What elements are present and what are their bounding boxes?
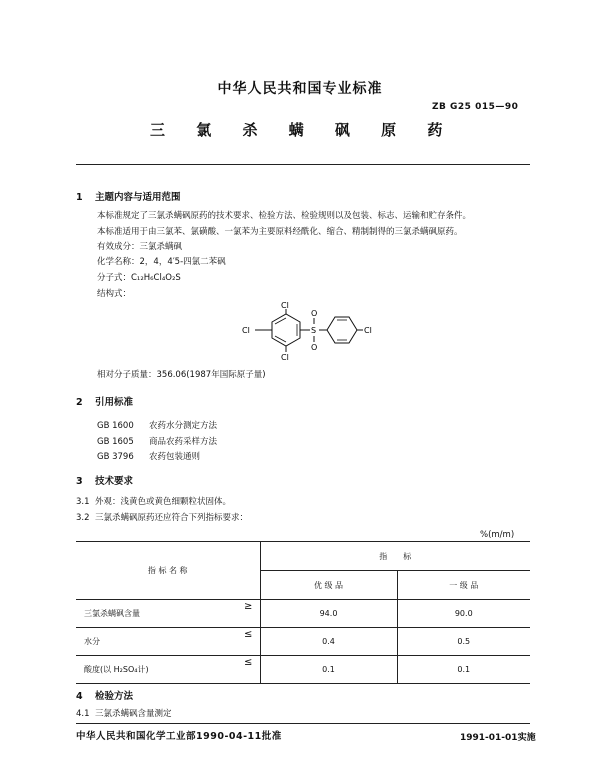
indicator-name: 酸度(以 H₂SO₄计) (76, 656, 260, 684)
reference-code: GB 1600 (97, 421, 134, 431)
indicator-name: 三氯杀螨砜含量 (76, 600, 260, 628)
section-title: 主题内容与适用范围 (95, 192, 181, 203)
section-title: 引用标准 (95, 397, 134, 408)
comparison-symbol: ≤ (244, 629, 253, 640)
oxygen-atom: O (311, 309, 318, 318)
section-number: 2 (76, 397, 83, 408)
implementation-date: 1991-01-01实施 (460, 733, 536, 743)
section-4-heading (76, 688, 133, 702)
standard-code: ZB G25 015—90 (432, 102, 519, 112)
structure-label: 结构式： (97, 289, 132, 299)
requirement-item (76, 511, 248, 523)
section-number: 3 (76, 476, 83, 487)
section-title: 技术要求 (95, 476, 134, 487)
reference-code: GB 3796 (97, 452, 134, 462)
paragraph: 本标准规定了三氯杀螨砜原药的技术要求、检验方法、检验规则以及包装、标志、运输和贮存条件。 (97, 211, 472, 221)
item-text: 外观：浅黄色或黄色细颗粒状固体。 (95, 497, 232, 507)
table-row (76, 656, 530, 684)
oxygen-atom: O (311, 343, 318, 352)
item-number: 3.2 (76, 513, 90, 523)
first-grade-value: 0.5 (397, 628, 530, 656)
header-rule (76, 164, 530, 165)
reference-name: 农药水分测定方法 (149, 421, 218, 431)
sulfur-atom: S (311, 326, 317, 335)
first-grade-value: 90.0 (397, 600, 530, 628)
section-number: 1 (76, 192, 83, 203)
molecular-formula: 分子式：C₁₂H₆Cl₄O₂S (97, 273, 181, 283)
item-number: 4.1 (76, 709, 90, 719)
premium-grade-value: 0.4 (260, 628, 397, 656)
molecular-weight: 相对分子质量：356.06(1987年国际原子量) (97, 370, 266, 380)
reference-item (97, 419, 217, 431)
benzene-ring-right (327, 317, 357, 343)
chlorine-atom: Cl (242, 326, 250, 335)
requirement-item (76, 495, 231, 507)
chemical-name: 化学名称：2，4，4′5-四氯二苯砜 (97, 257, 226, 267)
reference-name: 商品农药采样方法 (149, 437, 218, 447)
structural-formula (230, 300, 390, 370)
reference-code: GB 1605 (97, 437, 134, 447)
column-header-first-grade: 一 级 品 (397, 571, 530, 600)
document-title: 三 氯 杀 螨 砜 原 药 (150, 121, 456, 139)
approval-line: 中华人民共和国化学工业部1990-04-11批准 (76, 731, 282, 742)
reference-item (97, 435, 217, 447)
footer-rule (76, 723, 530, 724)
reference-name: 农药包装通则 (149, 452, 201, 462)
specification-table (76, 541, 530, 684)
active-ingredient: 有效成分：三氯杀螨砜 (97, 242, 183, 252)
subsection-heading (76, 707, 172, 719)
paragraph: 本标准适用于由三氯苯、氯磺酸、一氯苯为主要原料经酰化、缩合、精制制得的三氯杀螨砜原药。 (97, 227, 463, 237)
unit-label: %(m/m) (480, 530, 515, 540)
comparison-symbol: ≥ (244, 601, 253, 612)
column-header-premium-grade: 优 级 品 (260, 571, 397, 600)
chlorine-atom: Cl (364, 326, 372, 335)
item-text: 三氯杀螨砜原药还应符合下列指标要求： (95, 513, 249, 523)
section-2-heading (76, 394, 133, 408)
standard-organization: 中华人民共和国专业标准 (217, 81, 383, 97)
section-3-heading (76, 473, 133, 487)
indicator-name: 水分 (76, 628, 260, 656)
column-header-indicator-name: 指 标 名 称 (76, 542, 260, 600)
column-header-indicator: 指 标 (260, 542, 530, 571)
item-number: 3.1 (76, 497, 90, 507)
chlorine-atom: Cl (281, 353, 289, 362)
chlorine-atom: Cl (281, 301, 289, 310)
item-text: 三氯杀螨砜含量测定 (95, 709, 172, 719)
reference-item (97, 450, 200, 462)
table-row (76, 628, 530, 656)
comparison-symbol: ≤ (244, 657, 253, 668)
premium-grade-value: 0.1 (260, 656, 397, 684)
table-row (76, 600, 530, 628)
first-grade-value: 0.1 (397, 656, 530, 684)
section-number: 4 (76, 691, 83, 702)
premium-grade-value: 94.0 (260, 600, 397, 628)
section-title: 检验方法 (95, 691, 134, 702)
benzene-ring-left (272, 314, 300, 346)
section-1-heading (76, 189, 181, 203)
